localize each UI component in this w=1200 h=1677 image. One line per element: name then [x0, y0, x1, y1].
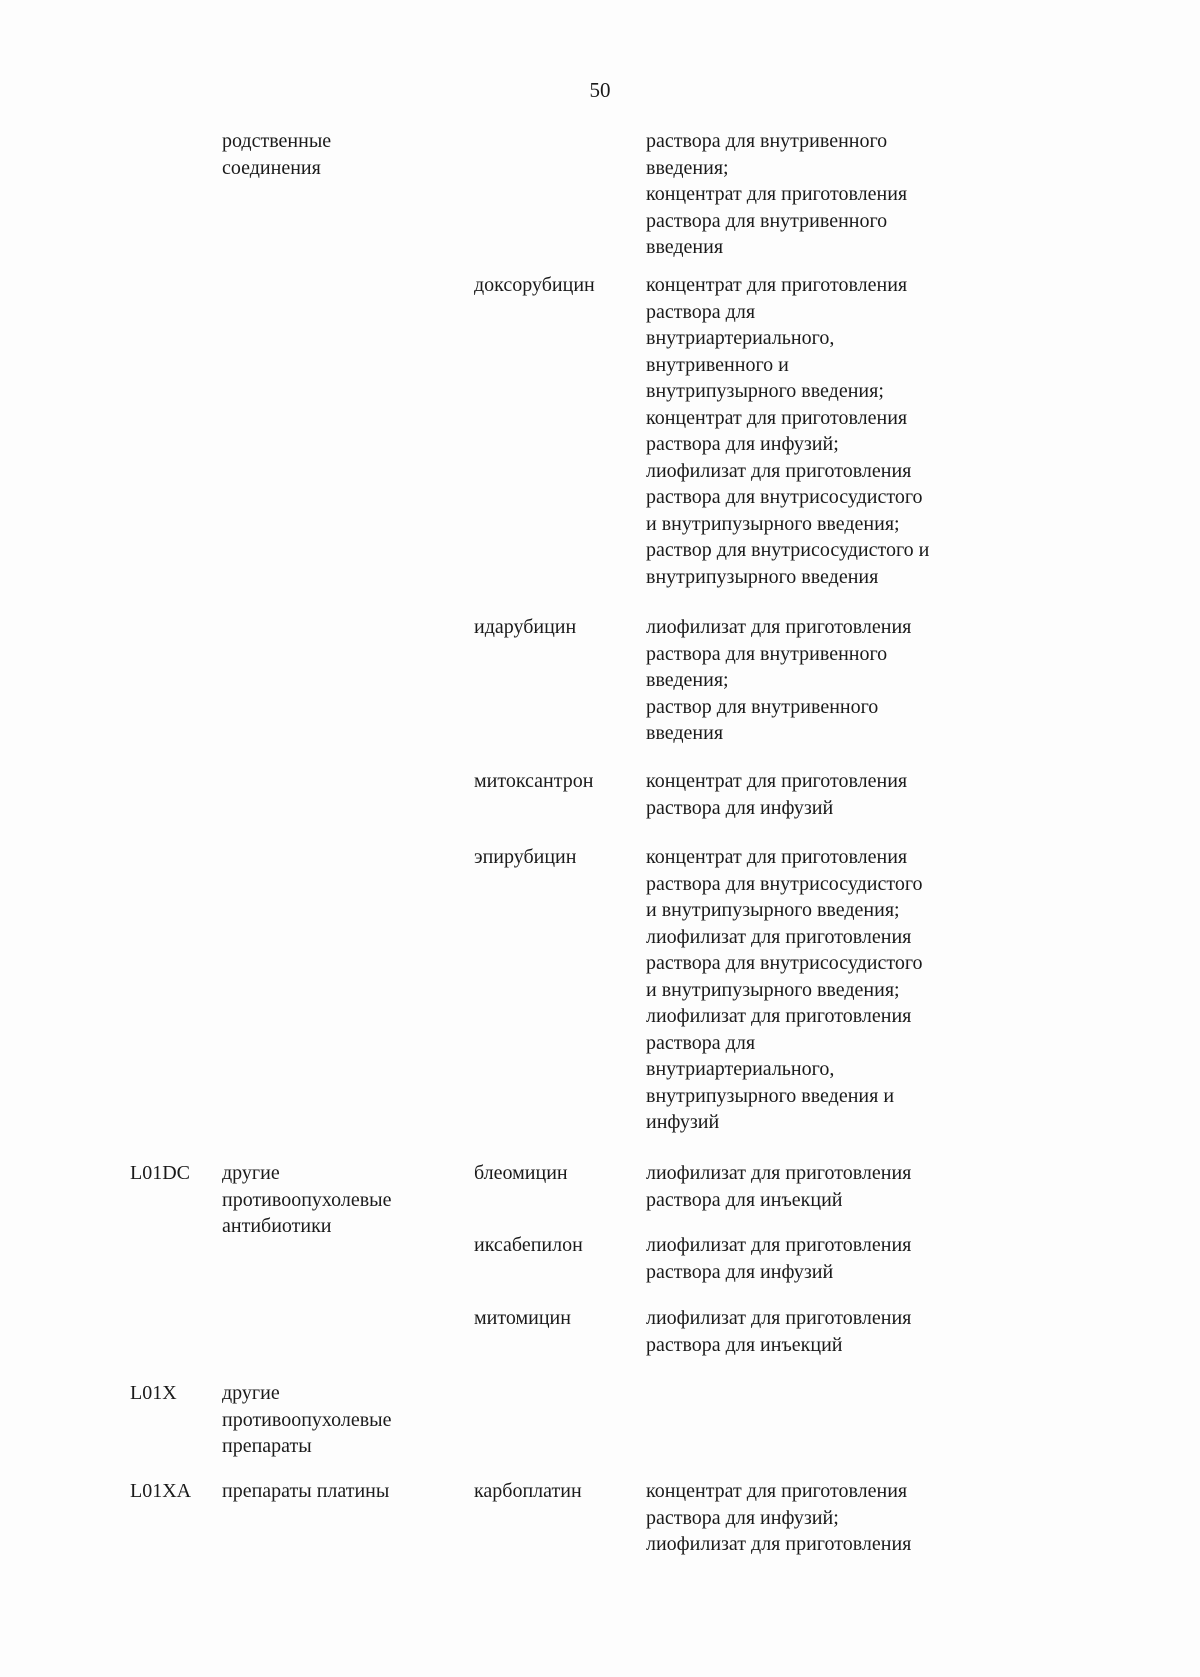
- row-9-drug: карбоплатин: [474, 1480, 582, 1502]
- row-3-drug: митоксантрон: [474, 770, 594, 792]
- row-1-drug: доксорубицин: [474, 274, 595, 296]
- row-4-drug: эпирубицин: [474, 846, 577, 868]
- page-number: 50: [589, 78, 611, 102]
- row-8-group: другие противоопухолевые препараты: [222, 1382, 392, 1457]
- row-5-drug: блеомицин: [474, 1162, 568, 1184]
- row-0-group: родственные соединения: [222, 130, 332, 179]
- row-4-form: концентрат для приготовления раствора для внутрисосудистого и внутрипузырного введения; лиофилизат для приготовления раствора для внутрисосудистого и внутрипузырного введения; лиофилизат для приготовления раствора для внутриартериального, внутрипузырного введения и инфузий: [646, 846, 923, 1133]
- row-9-code: L01XA: [130, 1480, 192, 1502]
- row-8-code: L01X: [130, 1382, 177, 1404]
- row-0-form: раствора для внутривенного введения; концентрат для приготовления раствора для внутривенного введения: [646, 130, 908, 258]
- row-5-code: L01DC: [130, 1162, 190, 1184]
- row-6-drug: иксабепилон: [474, 1234, 583, 1256]
- row-9-form: концентрат для приготовления раствора для инфузий; лиофилизат для приготовления: [646, 1480, 912, 1555]
- row-7-form: лиофилизат для приготовления раствора для инъекций: [646, 1307, 912, 1356]
- row-1-form: концентрат для приготовления раствора для внутриартериального, внутривенного и внутрипузырного введения; концентрат для приготовления раствора для инфузий; лиофилизат для приготовления раствора для внутрисосудистого и внутрипузырного введения; раствор для внутрисосудистого и внутрипузырного введения: [646, 274, 930, 588]
- row-2-drug: идарубицин: [474, 616, 577, 638]
- row-7-drug: митомицин: [474, 1307, 571, 1329]
- row-5-group: другие противоопухолевые антибиотики: [222, 1162, 392, 1237]
- row-3-form: концентрат для приготовления раствора для инфузий: [646, 770, 908, 819]
- row-6-form: лиофилизат для приготовления раствора для инфузий: [646, 1234, 912, 1283]
- row-5-form: лиофилизат для приготовления раствора для инъекций: [646, 1162, 912, 1211]
- row-2-form: лиофилизат для приготовления раствора для внутривенного введения; раствор для внутривенного введения: [646, 616, 912, 744]
- row-9-group: препараты платины: [222, 1480, 390, 1502]
